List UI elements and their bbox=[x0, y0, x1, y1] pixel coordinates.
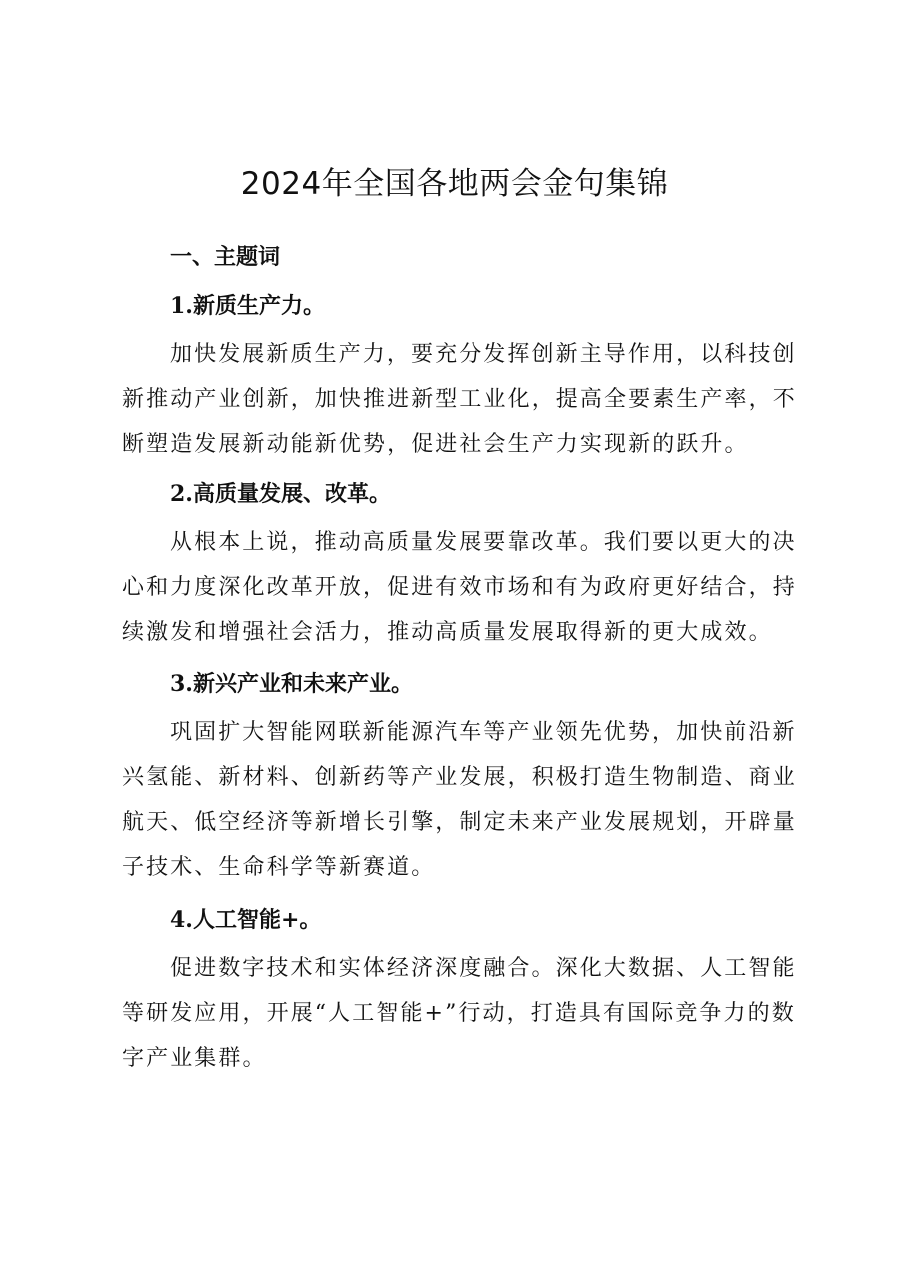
page-title: 2024年全国各地两会金句集锦 bbox=[240, 166, 669, 202]
item-paragraph-4: 促进数字技术和实体经济深度融合。深化大数据、人工智能等研发应用，开展“人工智能+”行动，打造具有国际竞争力的数字产业集群。 bbox=[122, 956, 797, 1071]
item-heading-2: 2.高质量发展、改革。 bbox=[170, 481, 391, 507]
item-heading-3: 3.新兴产业和未来产业。 bbox=[170, 671, 413, 697]
section-heading: 一、主题词 bbox=[170, 245, 281, 270]
item-heading-4: 4.人工智能+。 bbox=[170, 907, 322, 933]
item-paragraph-3: 巩固扩大智能网联新能源汽车等产业领先优势，加快前沿新兴氢能、新材料、创新药等产业发展，积极打造生物制造、商业航天、低空经济等新增长引擎，制定未来产业发展规划，开辟量子技术、生命科学等新赛道。 bbox=[122, 720, 797, 880]
item-heading-1: 1.新质生产力。 bbox=[170, 293, 325, 319]
item-paragraph-2: 从根本上说，推动高质量发展要靠改革。我们要以更大的决心和力度深化改革开放，促进有效市场和有为政府更好结合，持续激发和增强社会活力，推动高质量发展取得新的更大成效。 bbox=[122, 530, 797, 645]
item-paragraph-1: 加快发展新质生产力，要充分发挥创新主导作用，以科技创新推动产业创新，加快推进新型工业化，提高全要素生产率，不断塑造发展新动能新优势，促进社会生产力实现新的跃升。 bbox=[122, 342, 797, 457]
